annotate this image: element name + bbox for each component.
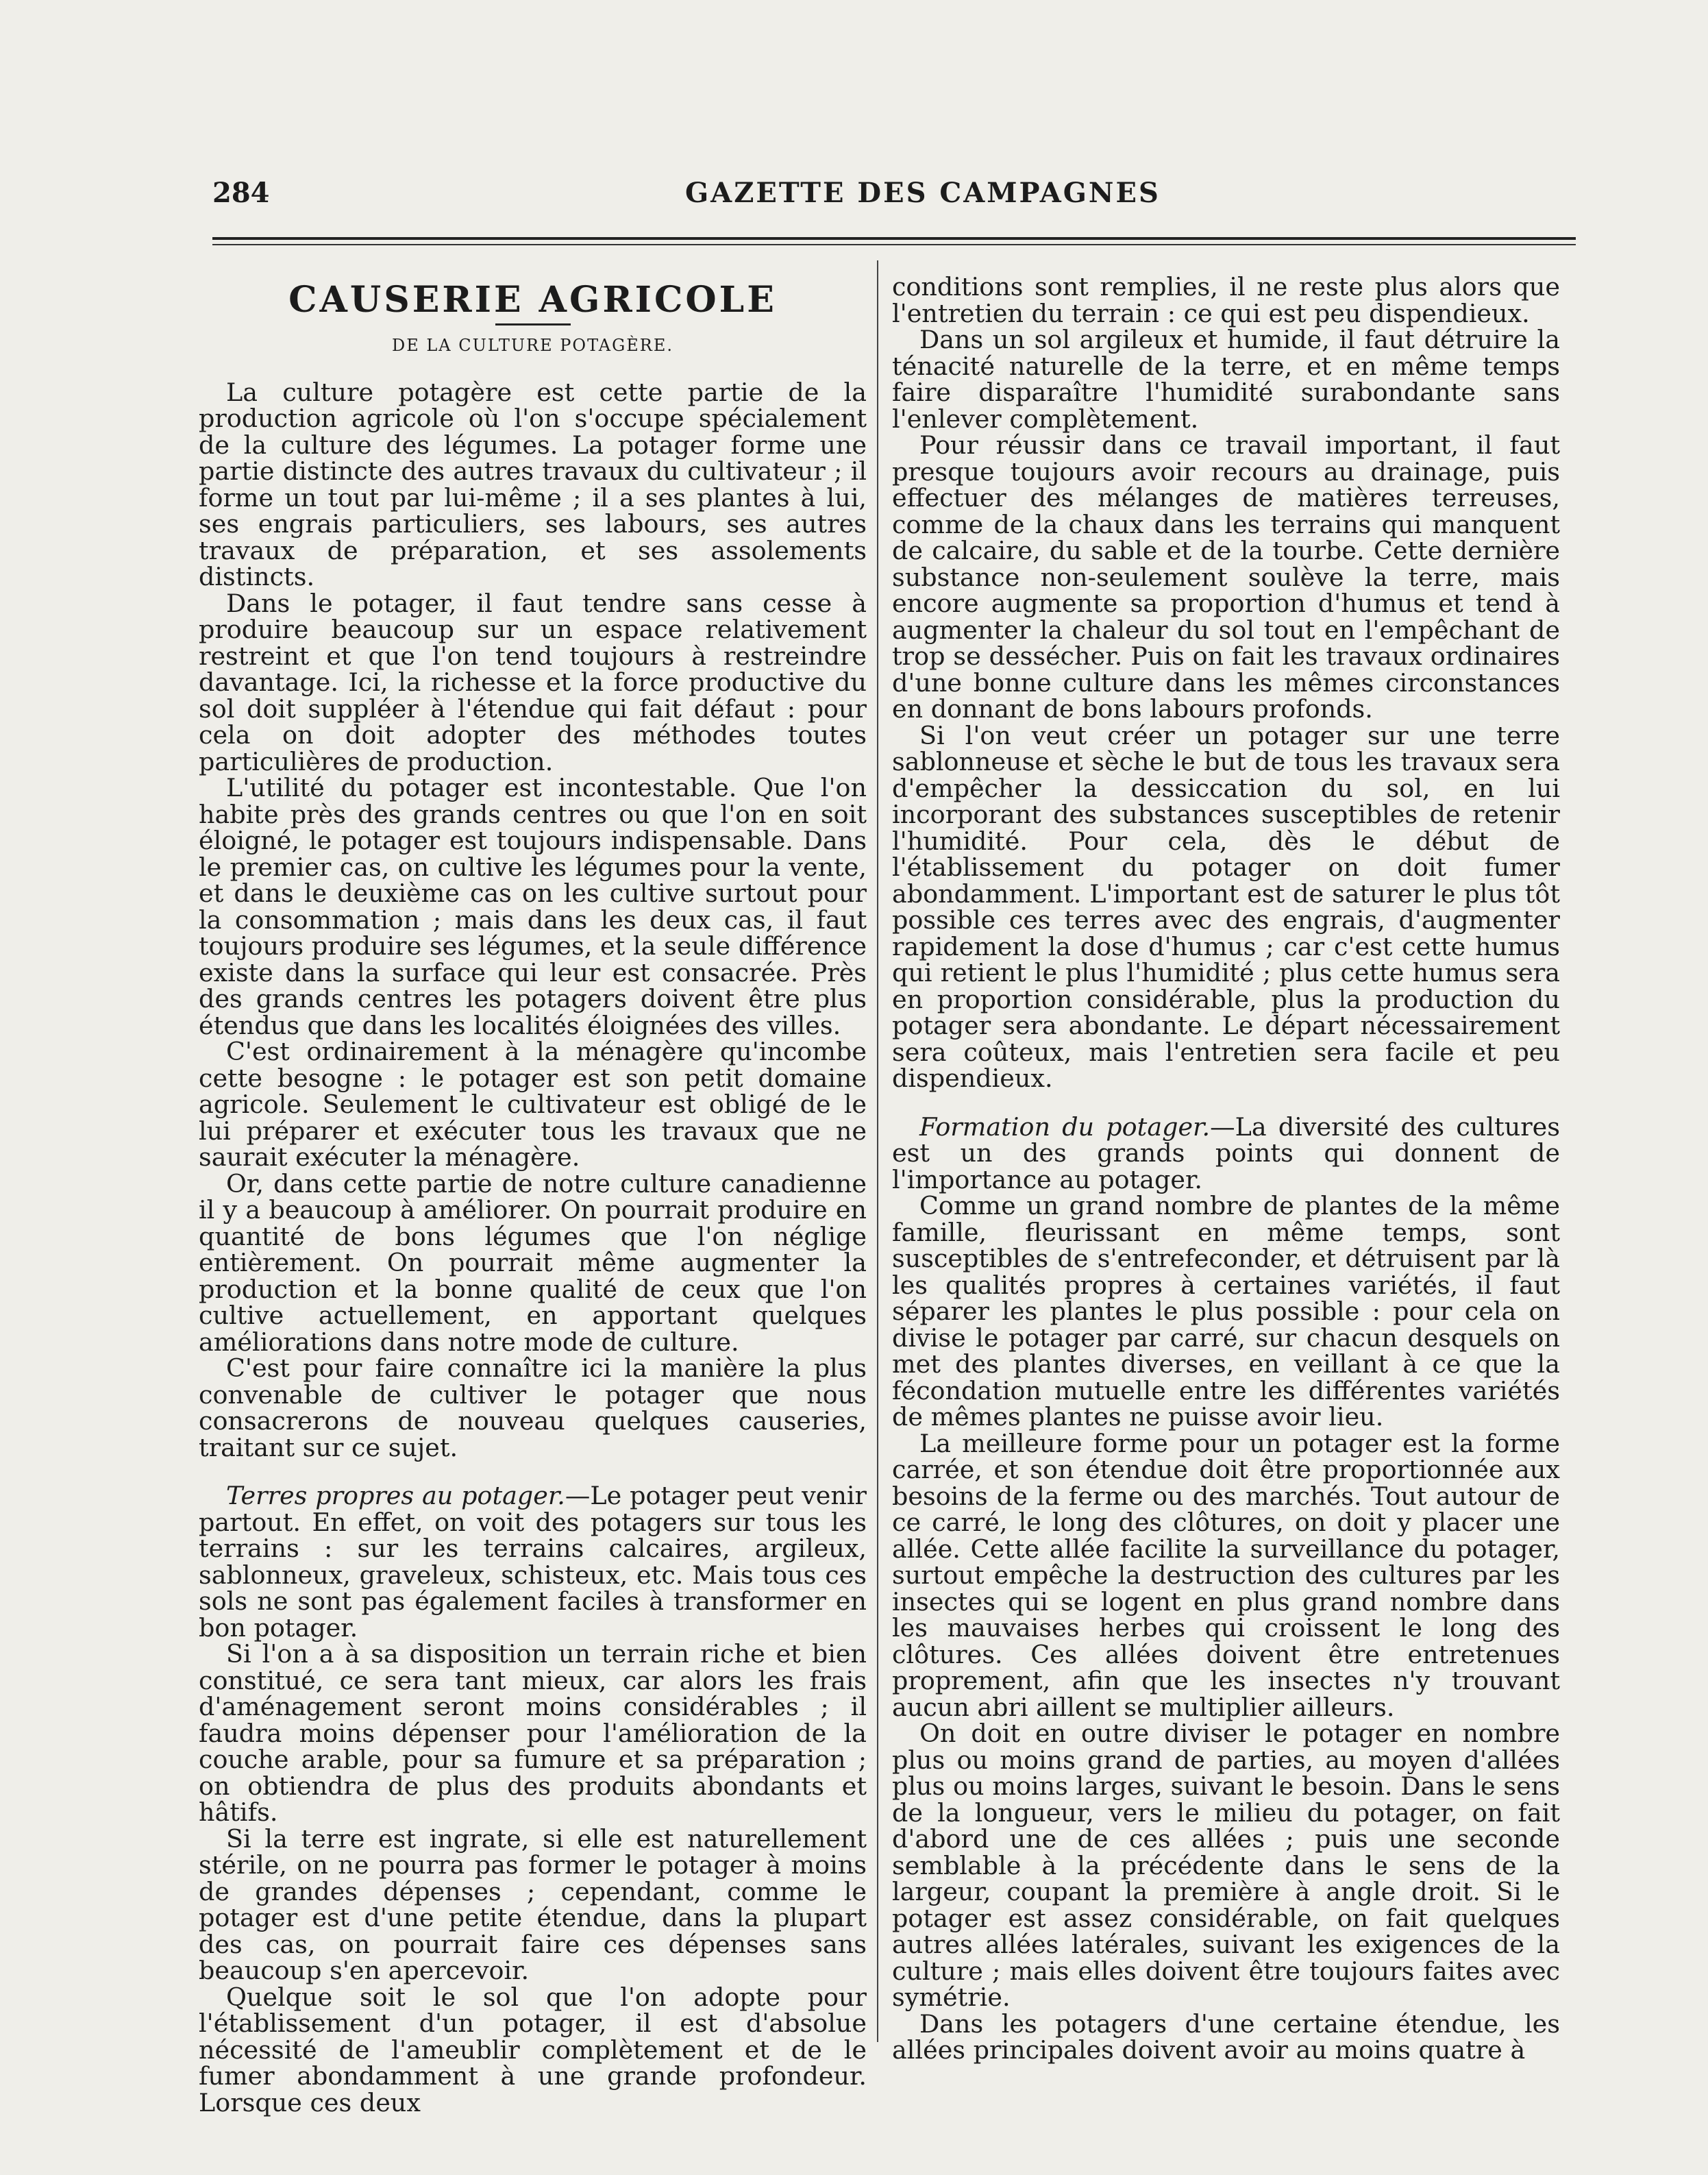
left-column xyxy=(199,274,867,2117)
paragraph: Si l'on a à sa disposition un terrain riche et bien constitué, ce sera tant mieux, car alors les frais d'aménagement seront moins considérables ; il faudra moins dépenser pour l'amélioration de la couche arable, pour sa fumure et sa préparation ; on obtiendra de plus des produits abondants et hâtifs. xyxy=(199,1639,867,1827)
paragraph: Comme un grand nombre de plantes de la même famille, fleurissant en même temps, sont susceptibles de s'entrefeconder, et détruisent par là les qualités propres à certaines variétés, il faut séparer les plantes le plus possible : pour cela on divise le potager par carré, sur chacun desquels on met des plantes diverses, en veillant à ce que la fécondation mutuelle entre les différentes variétés de mêmes plantes ne puisse avoir lieu. xyxy=(892,1191,1560,1431)
section-heading: Formation du potager. xyxy=(919,1111,1211,1142)
section-text: —La diversité des cultures est un des grands points qui donnent de l'importance au potager. xyxy=(892,1111,1560,1194)
paragraph-gap xyxy=(199,1461,867,1483)
paragraph: Si l'on veut créer un potager sur une terre sablonneuse et sèche le but de tous les travaux sera d'empêcher la dessiccation du sol, en lui incorporant des substances susceptibles de retenir l'humidité. Pour cela, dès le début de l'établissement du potager on doit fumer abondamment. L'important est de saturer le plus tôt possible ces terres avec des engrais, d'augmenter rapidement la dose d'humus ; car c'est cette humus qui retient le plus l'humidité ; plus cette humus sera en proportion considérable, plus la production du potager sera abondante. Le départ nécessairement sera coûteux, mais l'entretien sera facile et peu dispendieux. xyxy=(892,720,1560,1093)
title-dash xyxy=(495,323,571,325)
paragraph: Quelque soit le sol que l'on adopte pour l'établissement d'un potager, il est d'absolue nécessité de l'ameublir complètement et de le fumer abondamment à une grande profondeur. Lorsque ces deux xyxy=(199,1982,867,2117)
paragraph-gap xyxy=(892,1092,1560,1114)
article-subtitle: DE LA CULTURE POTAGÈRE. xyxy=(391,336,674,355)
section-heading: Terres propres au potager. xyxy=(226,1481,565,1510)
paragraph: La culture potagère est cette partie de la production agricole où l'on s'occupe spécialement de la culture des légumes. La potager forme une partie distincte des autres travaux du cultivateur ; il forme un tout par lui-même ; il a ses plantes à lui, ses engrais particuliers, ses labours, ses autres travaux de préparation, et ses assolements distincts. xyxy=(199,377,867,591)
page-header xyxy=(212,177,1576,208)
header-rule-thin xyxy=(212,244,1576,245)
paragraph-continued: conditions sont remplies, il ne reste plus alors que l'entretien du terrain : ce qui est peu dispendieux. xyxy=(892,272,1560,328)
paragraph: On doit en outre diviser le potager en nombre plus ou moins grand de parties, au moyen d'allées plus ou moins larges, suivant le besoin. Dans le sens de la longueur, vers le milieu du potager, on fait d'abord une de ces allées ; puis une seconde semblable à la précédente dans le sens de la largeur, coupant la première à angle droit. Si le potager est assez considérable, on fait quelques autres allées latérales, suivant les exigences de la culture ; mais elles doivent être toujours faites avec symétrie. xyxy=(892,1719,1560,2012)
article-title: CAUSERIE AGRICOLE xyxy=(288,279,777,321)
journal-title: GAZETTE DES CAMPAGNES xyxy=(685,177,1161,209)
paragraph: L'utilité du potager est incontestable. Que l'on habite près des grands centres ou que l'on en soit éloigné, le potager est toujours indispensable. Dans le premier cas, on cultive les légumes pour la vente, et dans le deuxième cas on les cultive surtout pour la consommation ; mais dans les deux cas, il faut toujours produire ses légumes, et la seule différence existe dans la surface qui leur est consacrée. Près des grands centres les potagers doivent être plus étendus que dans les localités éloignées des villes. xyxy=(199,773,867,1040)
paragraph: Pour réussir dans ce travail important, il faut presque toujours avoir recours au drainage, puis effectuer des mélanges de matières terreuses, comme de la chaux dans les terrains qui manquent de calcaire, du sable et de la tourbe. Cette dernière substance non-seulement soulève la terre, mais encore augmente sa proportion d'humus et tend à augmenter la chaleur du sol tout en l'empêchant de trop se dessécher. Puis on fait les travaux ordinaires d'une bonne culture dans les mêmes circonstances en donnant de bons labours profonds. xyxy=(892,430,1560,724)
page-number: 284 xyxy=(212,177,270,209)
paragraph: Dans les potagers d'une certaine étendue, les allées principales doivent avoir au moins quatre à xyxy=(892,2008,1560,2065)
header-rule-thick xyxy=(212,237,1576,240)
paragraph: C'est pour faire connaître ici la manière la plus convenable de cultiver le potager que nous consacrerons de nouveau quelques causeries, traitant sur ce sujet. xyxy=(199,1353,867,1462)
column-divider xyxy=(877,260,878,2042)
section-paragraph xyxy=(892,1111,1560,1194)
section-text: —Le potager peut venir partout. En effet, on voit des potagers sur tous les terrains : sur les terrains calcaires, argileux, sablonneux, graveleux, schisteux, etc. Mais tous ces sols ne sont pas également faciles à transformer en bon potager. xyxy=(199,1481,867,1643)
paragraph: La meilleure forme pour un potager est la forme carrée, et son étendue doit être proportionnée aux besoins de la ferme ou des marchés. Tout autour de ce carré, le long des clôtures, on doit y placer une allée. Cette allée facilite la surveillance du potager, surtout empêche la destruction des cultures par les insectes qui se logent en plus grand nombre dans les mauvaises herbes qui croissent le long des clôtures. Ces allées doivent être entretenues proprement, afin que les insectes n'y trouvant aucun abri aillent se multiplier ailleurs. xyxy=(892,1428,1560,1722)
right-column xyxy=(892,272,1560,2065)
paragraph: Dans un sol argileux et humide, il faut détruire la ténacité naturelle de la terre, et en même temps faire disparaître l'humidité surabondante sans l'enlever complètement. xyxy=(892,325,1560,434)
section-paragraph xyxy=(199,1483,867,1641)
paragraph: C'est ordinairement à la ménagère qu'incombe cette besogne : le potager est son petit domaine agricole. Seulement le cultivateur est obligé de le lui préparer et exécuter tous les travaux que ne saurait exécuter la ménagère. xyxy=(199,1037,867,1172)
paragraph: Or, dans cette partie de notre culture canadienne il y a beaucoup à améliorer. On pourrait produire en quantité de bons légumes que l'on néglige entièrement. On pourrait même augmenter la production et la bonne qualité de ceux que l'on cultive actuellement, en apportant quelques améliorations dans notre mode de culture. xyxy=(199,1168,867,1357)
paragraph: Dans le potager, il faut tendre sans cesse à produire beaucoup sur un espace relativement restreint et que l'on tend toujours à restreindre davantage. Ici, la richesse et la force productive du sol doit suppléer à l'étendue qui fait défaut : pour cela on doit adopter des méthodes toutes particulières de production. xyxy=(199,588,867,776)
paragraph: Si la terre est ingrate, si elle est naturellement stérile, on ne pourra pas former le potager à moins de grandes dépenses ; cependant, comme le potager est d'une petite étendue, dans la plupart des cas, on pourrait faire ces dépenses sans beaucoup s'en apercevoir. xyxy=(199,1823,867,1985)
